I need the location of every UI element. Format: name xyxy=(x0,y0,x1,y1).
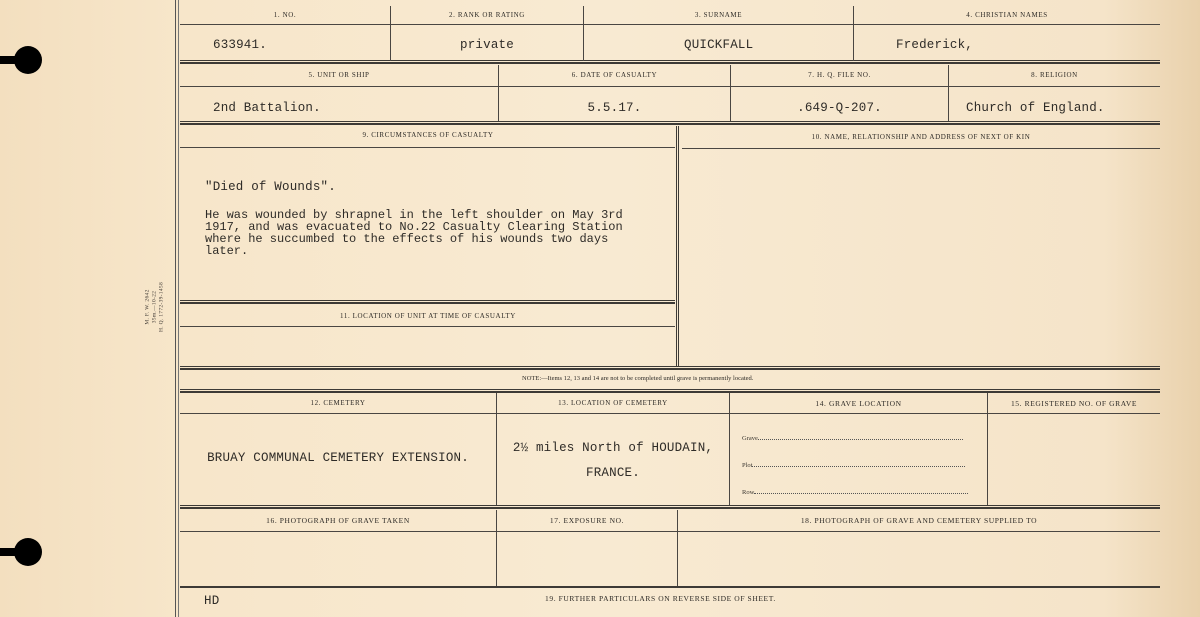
field-label-next-of-kin: 10. NAME, RELATIONSHIP AND ADDRESS OF NEXT OF KIN xyxy=(811,133,1031,141)
field-label-circumstances: 9. CIRCUMSTANCES OF CASUALTY xyxy=(362,131,494,139)
binder-hole-bottom xyxy=(14,538,42,566)
field-value-christian-names[interactable]: Frederick, xyxy=(896,38,974,52)
further-particulars-note: 19. FURTHER PARTICULARS ON REVERSE SIDE OF SHEET. xyxy=(545,594,776,603)
field-value-cemetery-location-line1[interactable]: 2½ miles North of HOUDAIN, xyxy=(512,441,714,455)
rule xyxy=(180,300,675,304)
form-print-code xyxy=(130,262,180,352)
field-value-exposure-no[interactable] xyxy=(497,535,677,585)
field-label-file-no: 7. H. Q. FILE NO. xyxy=(808,71,871,79)
rule xyxy=(180,24,1160,25)
circumstances-line: He was wounded by shrapnel in the left shoulder on May 3rd xyxy=(205,208,623,222)
rule xyxy=(180,86,1160,87)
divider xyxy=(729,393,730,505)
print-code-line: 35m.—10-22 xyxy=(151,290,158,324)
field-label-surname: 3. SURNAME xyxy=(694,11,743,19)
field-value-photo-supplied-to[interactable] xyxy=(678,535,1160,585)
rule xyxy=(682,148,1160,149)
field-label-cemetery-location: 13. LOCATION OF CEMETERY xyxy=(558,399,668,407)
field-label-location-of-unit: 11. LOCATION OF UNIT AT TIME OF CASUALTY xyxy=(340,312,516,320)
field-value-date[interactable]: 5.5.17. xyxy=(587,101,642,115)
circumstances-line: later. xyxy=(205,244,249,258)
binder-hole-top xyxy=(14,46,42,74)
field-label-registered-no: 15. REGISTERED NO. OF GRAVE xyxy=(1010,399,1138,408)
rule xyxy=(180,389,1160,393)
rule xyxy=(180,147,675,148)
field-label-photo-supplied-to: 18. PHOTOGRAPH OF GRAVE AND CEMETERY SUPPLIED TO xyxy=(800,516,1038,525)
grave-label: Grave xyxy=(742,435,758,442)
rule xyxy=(180,366,1160,370)
field-label-cemetery: 12. CEMETERY xyxy=(310,399,366,407)
field-value-cemetery[interactable]: BRUAY COMMUNAL CEMETERY EXTENSION. xyxy=(207,451,469,465)
row-field[interactable] xyxy=(742,489,968,496)
row-label: Row xyxy=(742,489,755,496)
rule xyxy=(180,586,1160,588)
field-value-photo-taken[interactable] xyxy=(180,535,496,585)
field-label-exposure-no: 17. EXPOSURE NO. xyxy=(549,516,625,525)
rule xyxy=(180,531,1160,532)
field-value-unit[interactable]: 2nd Battalion. xyxy=(213,101,321,115)
field-value-no[interactable]: 633941. xyxy=(213,38,267,52)
field-label-photo-taken: 16. PHOTOGRAPH OF GRAVE TAKEN xyxy=(266,516,410,525)
rule xyxy=(180,505,1160,509)
field-value-location-of-unit[interactable] xyxy=(180,330,676,364)
field-label-rank: 2. RANK OR RATING xyxy=(449,11,525,19)
field-value-file-no[interactable]: .649-Q-207. xyxy=(797,101,882,115)
form-left-border xyxy=(175,0,179,617)
plot-field[interactable] xyxy=(742,462,965,469)
field-value-cemetery-location-line2[interactable]: FRANCE. xyxy=(586,466,640,480)
print-code-line: H. Q. 1772-39-1458 xyxy=(158,281,165,333)
print-code-line: M. F. W. 2642 xyxy=(144,289,151,325)
field-label-christian-names: 4. CHRISTIAN NAMES xyxy=(966,11,1048,19)
field-label-unit: 5. UNIT OR SHIP xyxy=(308,71,370,79)
field-value-religion[interactable]: Church of England. xyxy=(966,101,1105,115)
field-label-religion: 8. RELIGION xyxy=(1031,71,1078,79)
completion-note: NOTE:—Items 12, 13 and 14 are not to be completed until grave is permanently located. xyxy=(522,375,754,382)
divider xyxy=(676,126,679,366)
rule xyxy=(180,121,1160,125)
field-value-rank[interactable]: private xyxy=(460,38,514,52)
plot-label: Plot xyxy=(742,462,753,469)
field-value-next-of-kin[interactable] xyxy=(682,152,1160,362)
rule xyxy=(180,326,675,327)
rule xyxy=(180,413,1160,414)
grave-field[interactable] xyxy=(742,435,963,442)
field-label-no: 1. NO. xyxy=(273,11,297,19)
rule xyxy=(180,60,1160,64)
field-value-surname[interactable]: QUICKFALL xyxy=(684,38,754,52)
field-label-grave-location: 14. GRAVE LOCATION xyxy=(815,399,902,408)
circumstances-heading[interactable]: "Died of Wounds". xyxy=(205,180,336,194)
circumstances-line: where he succumbed to the effects of his wounds two days xyxy=(205,232,609,246)
field-value-registered-no[interactable] xyxy=(988,418,1160,503)
circumstances-line: 1917, and was evacuated to No.22 Casualty Clearing Station xyxy=(205,220,623,234)
clerk-initials: HD xyxy=(204,594,220,608)
field-label-date: 6. DATE OF CASUALTY xyxy=(571,71,658,79)
